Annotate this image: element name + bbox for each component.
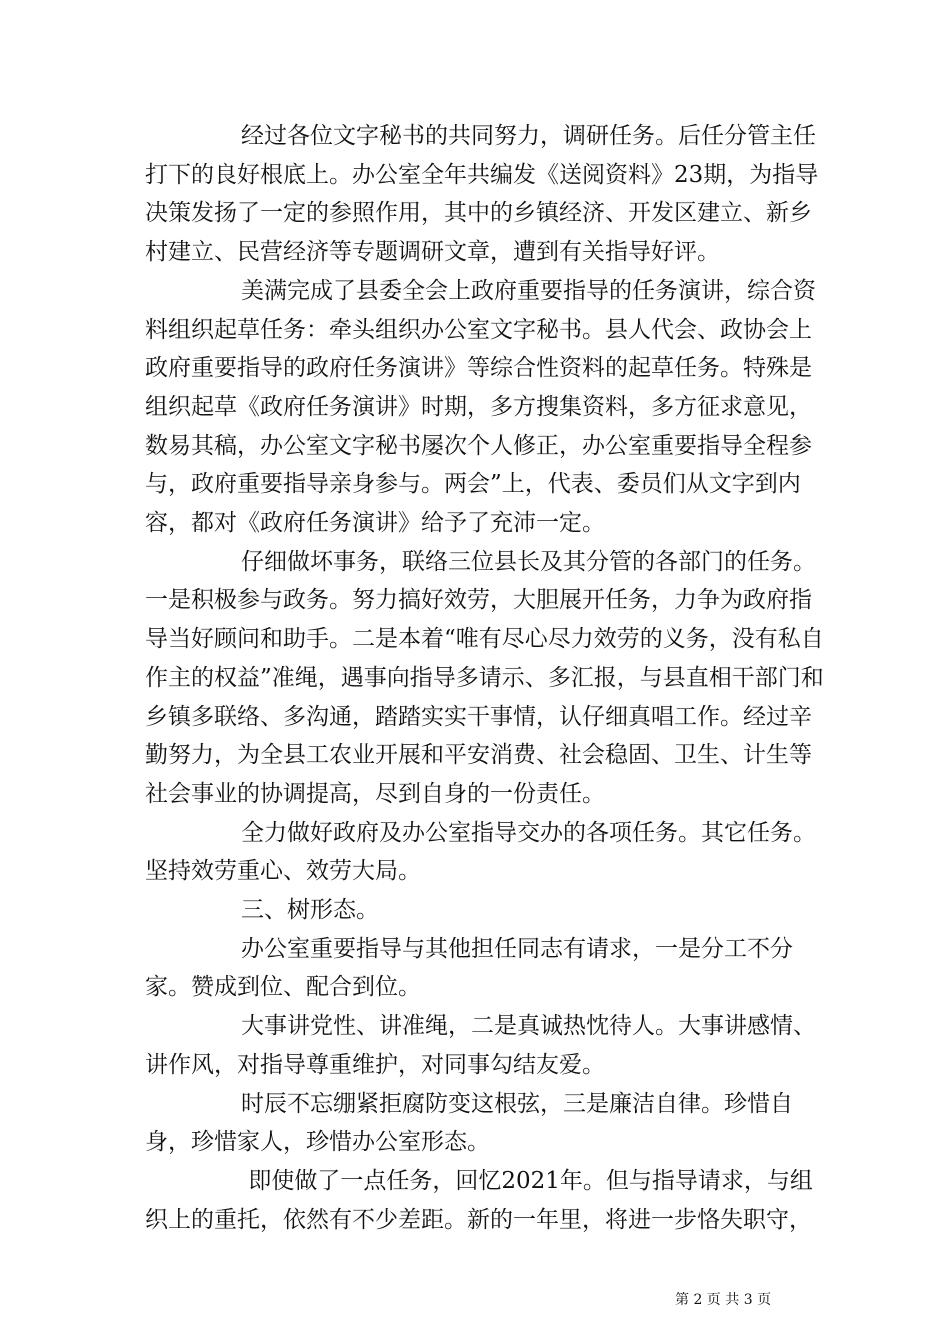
document-body [145, 117, 825, 1239]
paragraph-3: 仔细做坏事务，联络三位县长及其分管的各部门的任务。一是积极参与政务。努力搞好效劳，大胆展开任务，力争为政府指导当好顾问和助手。二是本着“唯有尽心尽力效劳的义务，没有私自作主的权益”准绳，遇事向指导多请示、多汇报，与县直相干部门和乡镇多联络、多沟通，踏踏实实干事情，认仔细真唱工作。经过辛勤努力，为全县工农业开展和平安消费、社会稳固、卫生、计生等社会事业的协调提高，尽到自身的一份责任。 [145, 548, 824, 807]
paragraph-5: 办公室重要指导与其他担任同志有请求，一是分工不分家。赞成到位、配合到位。 [145, 935, 793, 1001]
paragraph-2: 美满完成了县委全会上政府重要指导的任务演讲，综合资料组织起草任务：牵头组织办公室文字秘书。县人代会、政协会上政府重要指导的政府任务演讲》等综合性资料的起草任务。特殊是组织起草《政府任务演讲》时期，多方搜集资料，多方征求意见，数易其稿，办公室文字秘书屡次个人修正，办公室重要指导全程参与，政府重要指导亲身参与。两会”上，代表、委员们从文字到内容，都对《政府任务演讲》给予了充沛一定。 [145, 277, 816, 537]
section-heading: 三、树形态。 [241, 897, 379, 924]
page-number: 第 2 页 共 3 页 [675, 1292, 772, 1308]
paragraph-8: 即使做了一点任务，回忆2021年。但与指导请求，与组织上的重托，依然有不少差距。新的一年里，将进一步恪失职守， [145, 1167, 813, 1233]
paragraph-4: 全力做好政府及办公室指导交办的各项任务。其它任务。坚持效劳重心、效劳大局。 [145, 819, 816, 885]
paragraph-7: 时辰不忘绷紧拒腐防变这根弦，三是廉洁自律。珍惜自身，珍惜家人，珍惜办公室形态。 [145, 1090, 793, 1156]
paragraph-6: 大事讲党性、讲准绳，二是真诚热忱待人。大事讲感情、讲作风，对指导尊重维护，对同事勾结友爱。 [145, 1013, 816, 1078]
paragraph-1: 经过各位文字秘书的共同努力，调研任务。后任分管主任打下的良好根底上。办公室全年共编发《送阅资料》23期，为指导决策发扬了一定的参照作用，其中的乡镇经济、开发区建立、新乡村建立、民营经济等专题调研文章，遭到有关指导好评。 [145, 123, 819, 266]
